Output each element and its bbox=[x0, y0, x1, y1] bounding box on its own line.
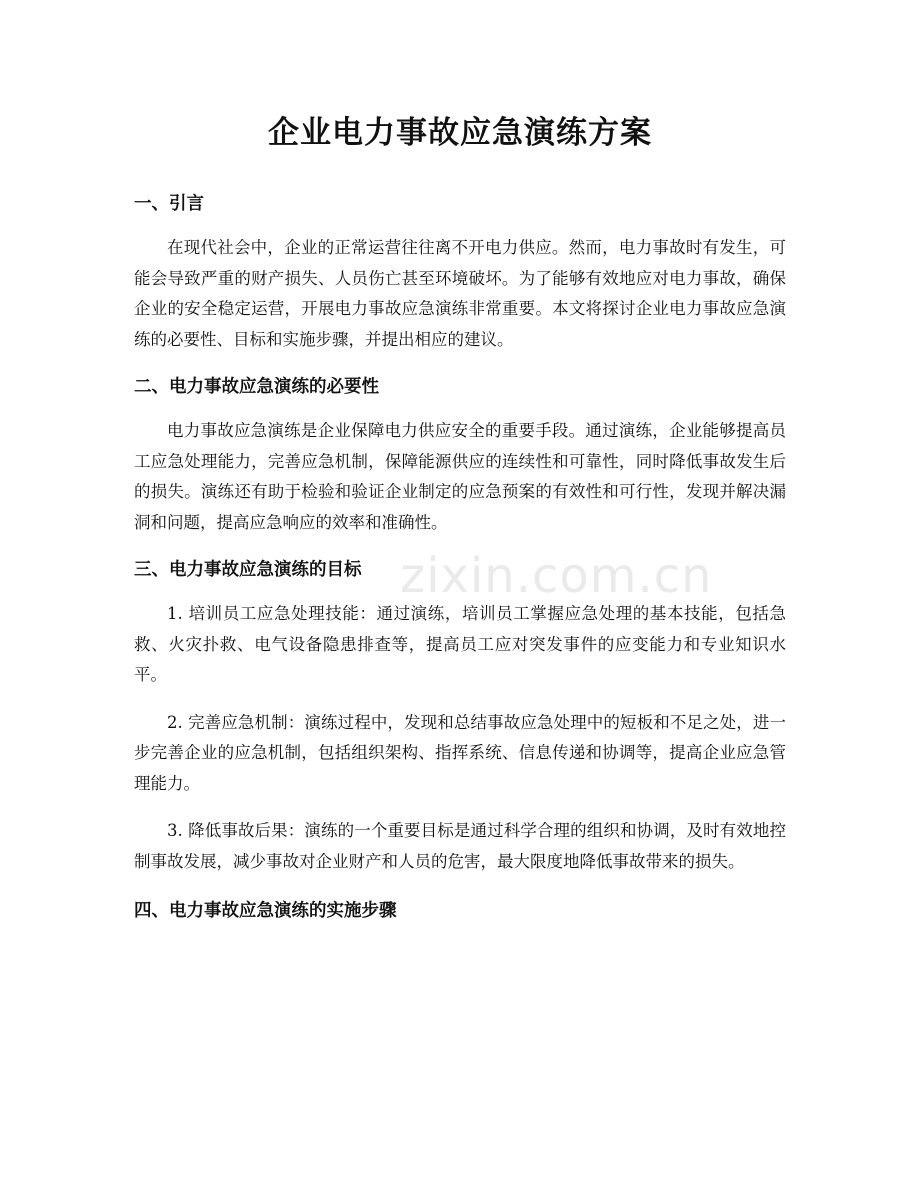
goal-item-reduce-consequences: 3. 降低事故后果：演练的一个重要目标是通过科学合理的组织和协调，及时有效地控制事故发展，减少事故对企业财产和人员的危害，最大限度地降低事故带来的损失。 bbox=[134, 821, 786, 871]
section-heading-necessity: 二、电力事故应急演练的必要性 bbox=[134, 377, 379, 397]
section-heading-introduction: 一、引言 bbox=[134, 194, 204, 214]
goal-item-training: 1. 培训员工应急处理技能：通过演练，培训员工掌握应急处理的基本技能，包括急救、火灾扑救、电气设备隐患排查等，提高员工应对突发事件的应变能力和专业知识水平。 bbox=[134, 604, 786, 684]
watermark: zixin.com.cn bbox=[400, 548, 713, 604]
paragraph-introduction: 在现代社会中，企业的正常运营往往离不开电力供应。然而，电力事故时有发生，可能会导致严重的财产损失、人员伤亡甚至环境破坏。为了能够有效地应对电力事故，确保企业的安全稳定运营，开展电力事故应急演练非常重要。本文将探讨企业电力事故应急演练的必要性、目标和实施步骤，并提出相应的建议。 bbox=[134, 238, 786, 349]
goal-item-mechanism: 2. 完善应急机制：演练过程中，发现和总结事故应急处理中的短板和不足之处，进一步完善企业的应急机制，包括组织架构、指挥系统、信息传递和协调等，提高企业应急管理能力。 bbox=[134, 712, 786, 793]
document-title: 企业电力事故应急演练方案 bbox=[268, 115, 652, 151]
section-heading-goals: 三、电力事故应急演练的目标 bbox=[134, 560, 362, 580]
section-heading-implementation: 四、电力事故应急演练的实施步骤 bbox=[134, 901, 397, 921]
paragraph-necessity: 电力事故应急演练是企业保障电力供应安全的重要手段。通过演练，企业能够提高员工应急处理能力，完善应急机制，保障能源供应的连续性和可靠性，同时降低事故发生后的损失。演练还有助于检验和验证企业制定的应急预案的有效性和可行性，发现并解决漏洞和问题，提高应急响应的效率和准确性。 bbox=[134, 421, 786, 532]
